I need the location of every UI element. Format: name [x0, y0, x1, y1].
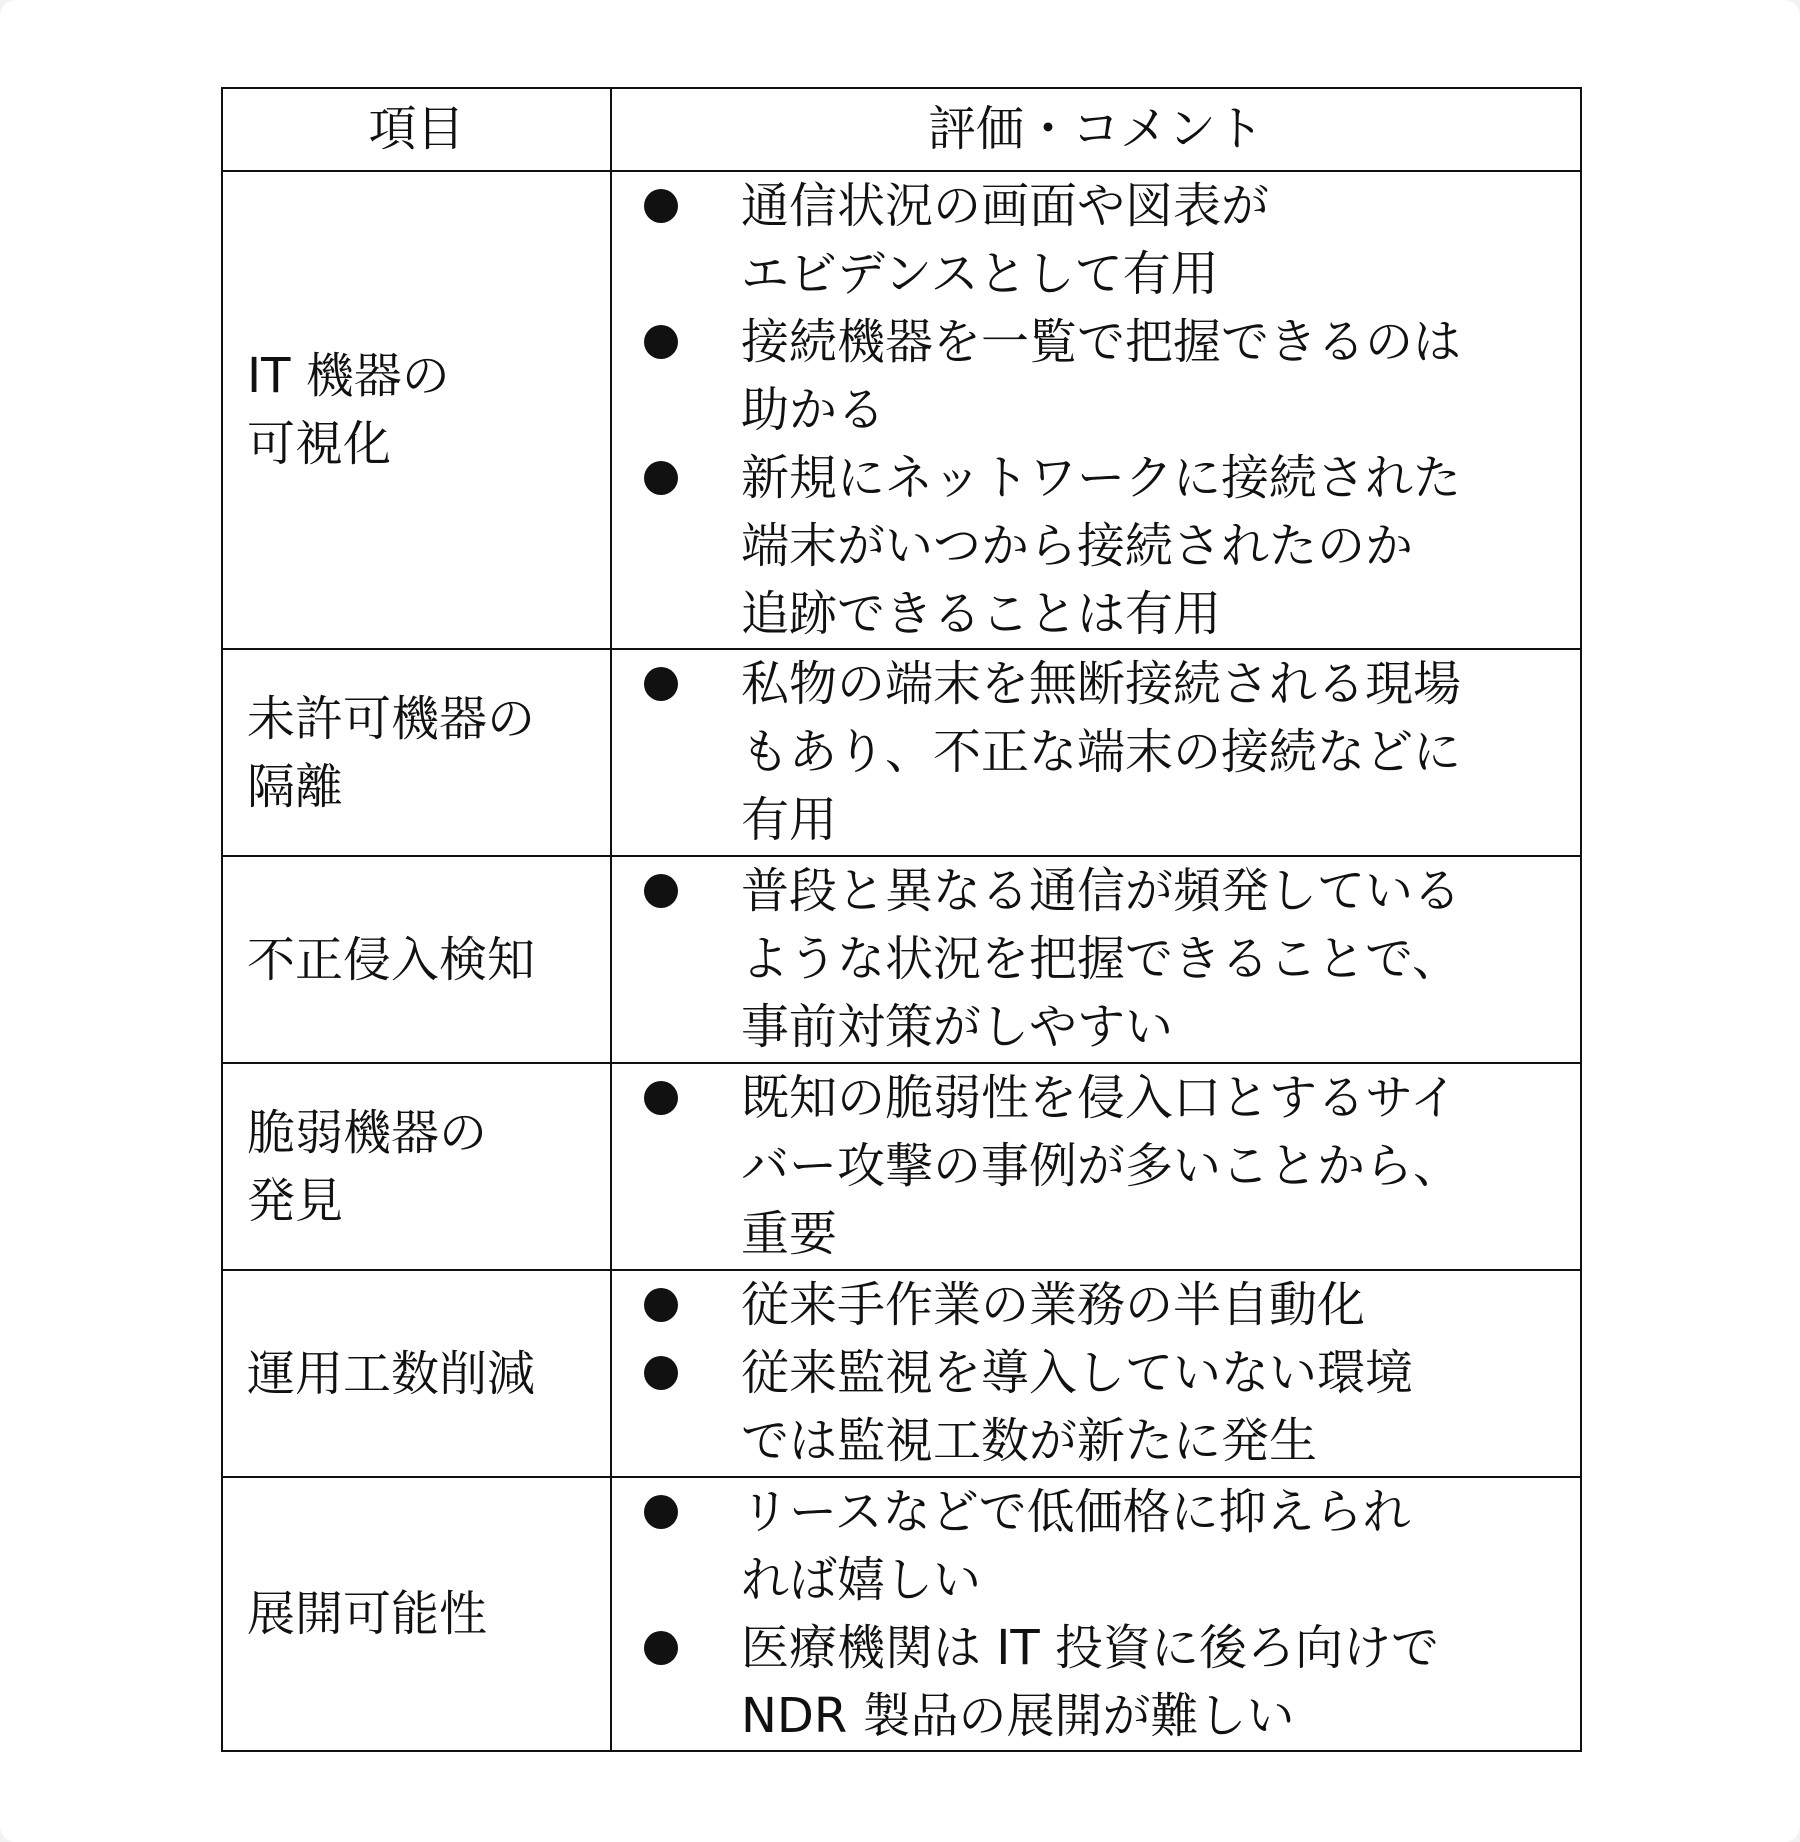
comment-item	[637, 444, 1544, 648]
comment-item	[637, 1478, 1544, 1614]
comment-text: 既知の脆弱性を侵入口とするサイ バー攻撃の事例が多いことから、 重要	[741, 1070, 1462, 1262]
table-row	[222, 1270, 1581, 1477]
item-cell	[222, 649, 611, 856]
bullet-icon	[637, 444, 741, 512]
item-label: IT 機器の 可視化	[247, 348, 450, 472]
comment-item	[637, 857, 1544, 1061]
comment-item	[637, 308, 1544, 444]
header-comment: 評価・コメント	[611, 88, 1581, 171]
item-label: 不正侵入検知	[247, 931, 536, 988]
bullet-icon	[637, 1271, 741, 1339]
table-header-row	[222, 88, 1581, 171]
comment-text: 私物の端末を無断接続される現場 もあり、不正な端末の接続などに 有用	[741, 656, 1462, 848]
comment-text: リースなどで低価格に抑えられ れば嬉しい	[741, 1484, 1411, 1608]
item-cell	[222, 1477, 611, 1751]
item-cell	[222, 1063, 611, 1270]
table-row	[222, 1477, 1581, 1751]
comment-cell	[611, 171, 1581, 649]
comment-item	[637, 1064, 1544, 1268]
table-row	[222, 1063, 1581, 1270]
comment-list	[637, 1271, 1544, 1475]
comment-list	[637, 650, 1544, 854]
comment-cell	[611, 1063, 1581, 1270]
item-cell	[222, 171, 611, 649]
bullet-icon	[637, 1064, 741, 1132]
header-item: 項目	[222, 88, 611, 171]
comment-cell	[611, 1477, 1581, 1751]
evaluation-table	[221, 87, 1582, 1752]
comment-item	[637, 650, 1544, 854]
comment-text: 通信状況の画面や図表が エビデンスとして有用	[741, 178, 1270, 302]
comment-text: 従来監視を導入していない環境 では監視工数が新たに発生	[741, 1345, 1414, 1469]
comment-list	[637, 1478, 1544, 1750]
bullet-icon	[637, 857, 741, 925]
table-row	[222, 856, 1581, 1063]
comment-item	[637, 1271, 1544, 1339]
comment-text: 普段と異なる通信が頻発している ような状況を把握できることで、 事前対策がしやすい	[741, 863, 1462, 1055]
bullet-icon	[637, 1478, 741, 1546]
comment-list	[637, 1064, 1544, 1268]
comment-cell	[611, 1270, 1581, 1477]
comment-item	[637, 172, 1544, 308]
table-row	[222, 171, 1581, 649]
comment-text: 接続機器を一覧で把握できるのは 助かる	[741, 314, 1462, 438]
comment-list	[637, 857, 1544, 1061]
bullet-icon	[637, 1339, 741, 1407]
bullet-icon	[637, 1614, 741, 1682]
comment-text: 新規にネットワークに接続された 端末がいつから接続されたのか 追跡できることは有用	[741, 450, 1462, 642]
comment-list	[637, 172, 1544, 648]
item-label: 脆弱機器の 発見	[247, 1104, 488, 1229]
table-row	[222, 649, 1581, 856]
bullet-icon	[637, 308, 741, 376]
item-cell	[222, 856, 611, 1063]
item-cell	[222, 1270, 611, 1477]
comment-item	[637, 1339, 1544, 1475]
comment-item	[637, 1614, 1544, 1750]
comment-text: 医療機関は IT 投資に後ろ向けで NDR 製品の展開が難しい	[741, 1620, 1439, 1744]
item-label: 運用工数削減	[247, 1345, 536, 1402]
bullet-icon	[637, 650, 741, 718]
comment-cell	[611, 856, 1581, 1063]
item-label: 未許可機器の 隔離	[247, 690, 536, 815]
item-label: 展開可能性	[247, 1586, 488, 1642]
comment-text: 従来手作業の業務の半自動化	[741, 1277, 1366, 1333]
bullet-icon	[637, 172, 741, 240]
comment-cell	[611, 649, 1581, 856]
